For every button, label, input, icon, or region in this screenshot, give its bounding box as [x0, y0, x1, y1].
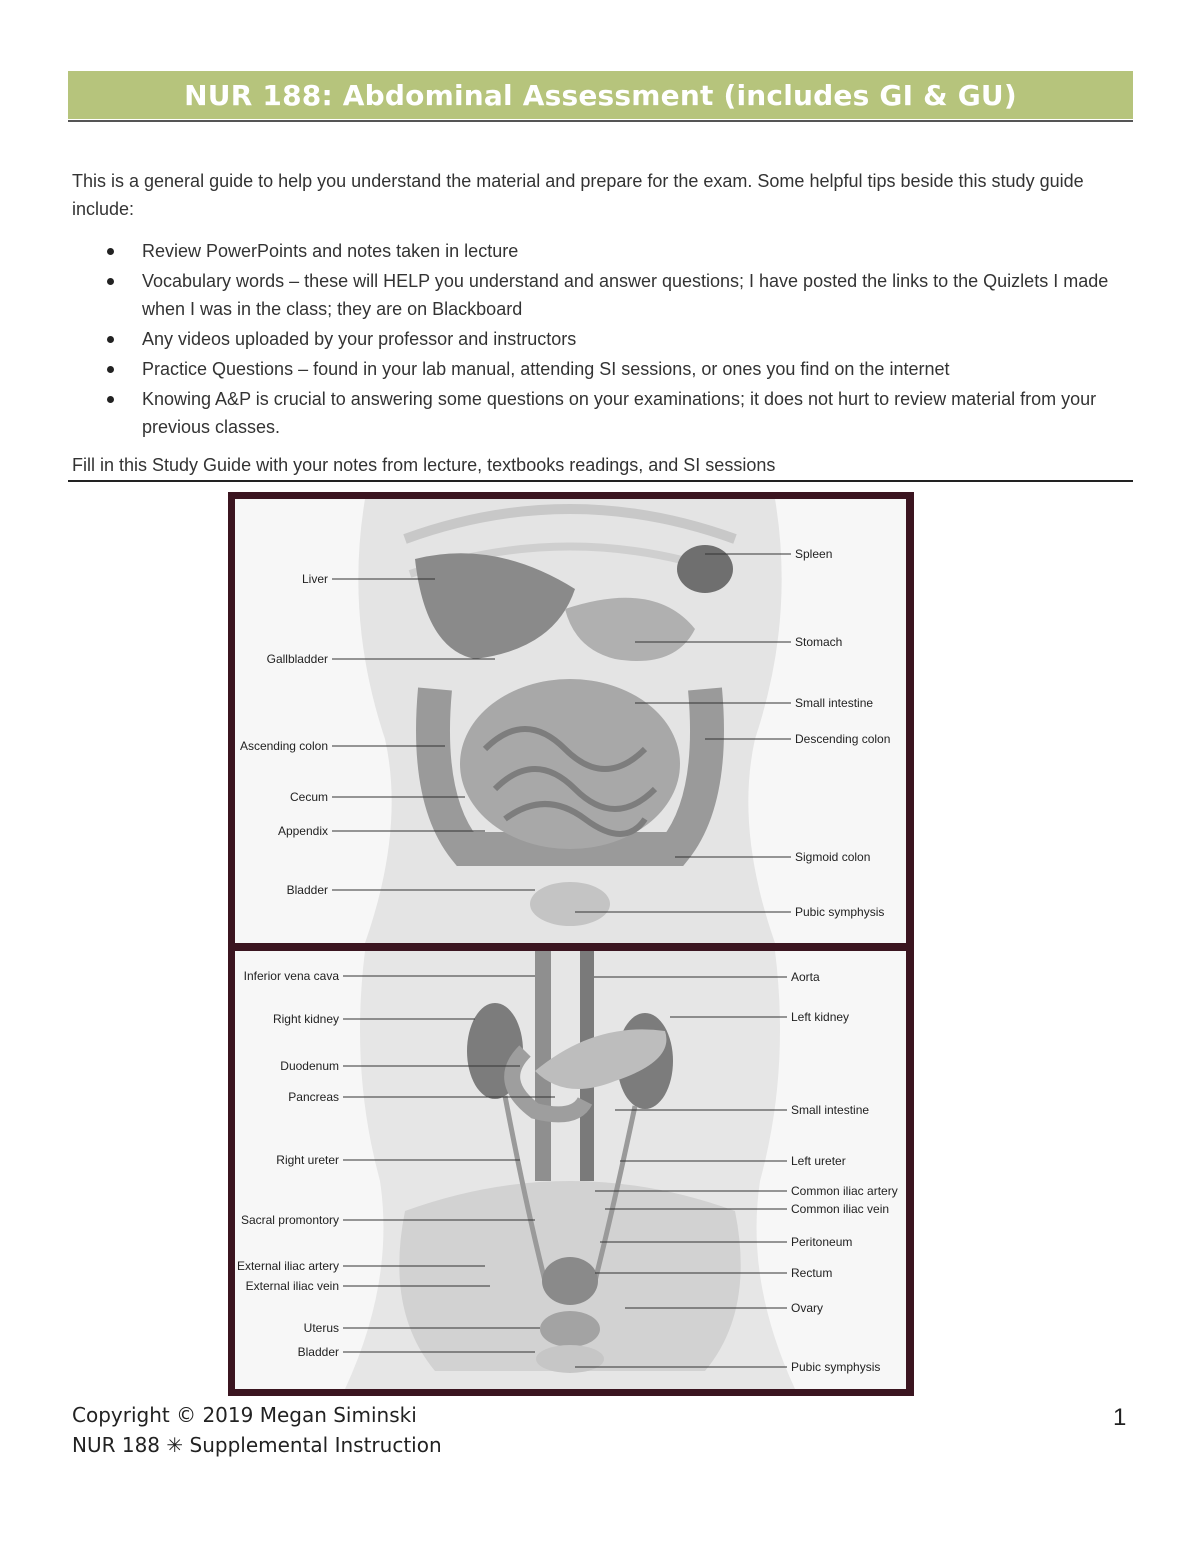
page-number: 1 [1113, 1404, 1127, 1431]
label-aorta: Aorta [791, 970, 820, 984]
title-banner [68, 71, 1133, 119]
list-item: Practice Questions – found in your lab manual, attending SI sessions, or ones you find on the internet [100, 355, 1130, 383]
label-left-ureter: Left ureter [791, 1154, 846, 1168]
uterus-shape [540, 1311, 600, 1347]
label-inferior-vena-cava: Inferior vena cava [243, 969, 339, 983]
digestive-organs-illustration [235, 499, 906, 943]
label-liver: Liver [301, 572, 328, 586]
bladder-shape [536, 1345, 604, 1373]
tips-list [100, 237, 1130, 443]
label-sacral-promontory: Sacral promontory [240, 1213, 339, 1227]
anatomy-figure [228, 492, 914, 1396]
label-sigmoid-colon: Sigmoid colon [795, 850, 871, 864]
label-right-kidney: Right kidney [272, 1012, 339, 1026]
label-stomach: Stomach [795, 635, 843, 649]
urinary-organs-drawing [235, 951, 906, 1389]
label-spleen: Spleen [795, 547, 833, 561]
course-text: NUR 188 ✳ Supplemental Instruction [72, 1433, 442, 1457]
label-common-iliac-artery: Common iliac artery [791, 1184, 898, 1198]
label-external-iliac-vein: External iliac vein [245, 1279, 339, 1293]
fill-instruction: Fill in this Study Guide with your notes from lecture, textbooks readings, and SI sessions [72, 455, 776, 475]
label-left-kidney: Left kidney [791, 1010, 850, 1024]
label-right-ureter: Right ureter [276, 1153, 339, 1167]
section-divider [68, 480, 1133, 482]
footer [72, 1400, 442, 1460]
bladder-shape [530, 882, 610, 926]
label-small-intestine: Small intestine [791, 1103, 870, 1117]
label-peritoneum: Peritoneum [791, 1235, 853, 1249]
label-rectum: Rectum [791, 1266, 833, 1280]
title-divider [68, 120, 1133, 122]
label-pubic-symphysis: Pubic symphysis [795, 905, 885, 919]
spleen-shape [677, 545, 733, 593]
label-cecum: Cecum [289, 790, 328, 804]
label-bladder: Bladder [297, 1345, 339, 1359]
label-uterus: Uterus [303, 1321, 339, 1335]
label-external-iliac-artery: External iliac artery [236, 1259, 339, 1273]
label-appendix: Appendix [277, 824, 328, 838]
label-ascending-colon: Ascending colon [239, 739, 328, 753]
label-pancreas: Pancreas [288, 1090, 339, 1104]
label-common-iliac-vein: Common iliac vein [791, 1202, 890, 1216]
page-title: NUR 188: Abdominal Assessment (includes GI & GU) [184, 78, 1017, 112]
label-pubic-symphysis: Pubic symphysis [791, 1360, 881, 1374]
list-item: Vocabulary words – these will HELP you understand and answer questions; I have posted the links to the Quizlets I made when I was in the class; they are on Blackboard [100, 267, 1130, 323]
label-small-intestine: Small intestine [795, 696, 874, 710]
label-bladder: Bladder [286, 883, 328, 897]
rectum-shape [542, 1257, 598, 1305]
list-item: Any videos uploaded by your professor and instructors [100, 325, 1130, 353]
label-duodenum: Duodenum [280, 1059, 339, 1073]
urinary-organs-illustration [235, 951, 906, 1389]
label-ovary: Ovary [791, 1301, 824, 1315]
label-descending-colon: Descending colon [795, 732, 891, 746]
digestive-organs-drawing [235, 499, 906, 943]
copyright-text: Copyright © 2019 Megan Siminski [72, 1403, 417, 1427]
label-gallbladder: Gallbladder [266, 652, 328, 666]
list-item: Knowing A&P is crucial to answering some questions on your examinations; it does not hurt to review material from your previous classes. [100, 385, 1130, 441]
intro-paragraph: This is a general guide to help you understand the material and prepare for the exam. Some helpful tips beside this study guide include: [72, 171, 1084, 219]
small-intestine-shape [460, 679, 680, 849]
list-item: Review PowerPoints and notes taken in lecture [100, 237, 1130, 265]
